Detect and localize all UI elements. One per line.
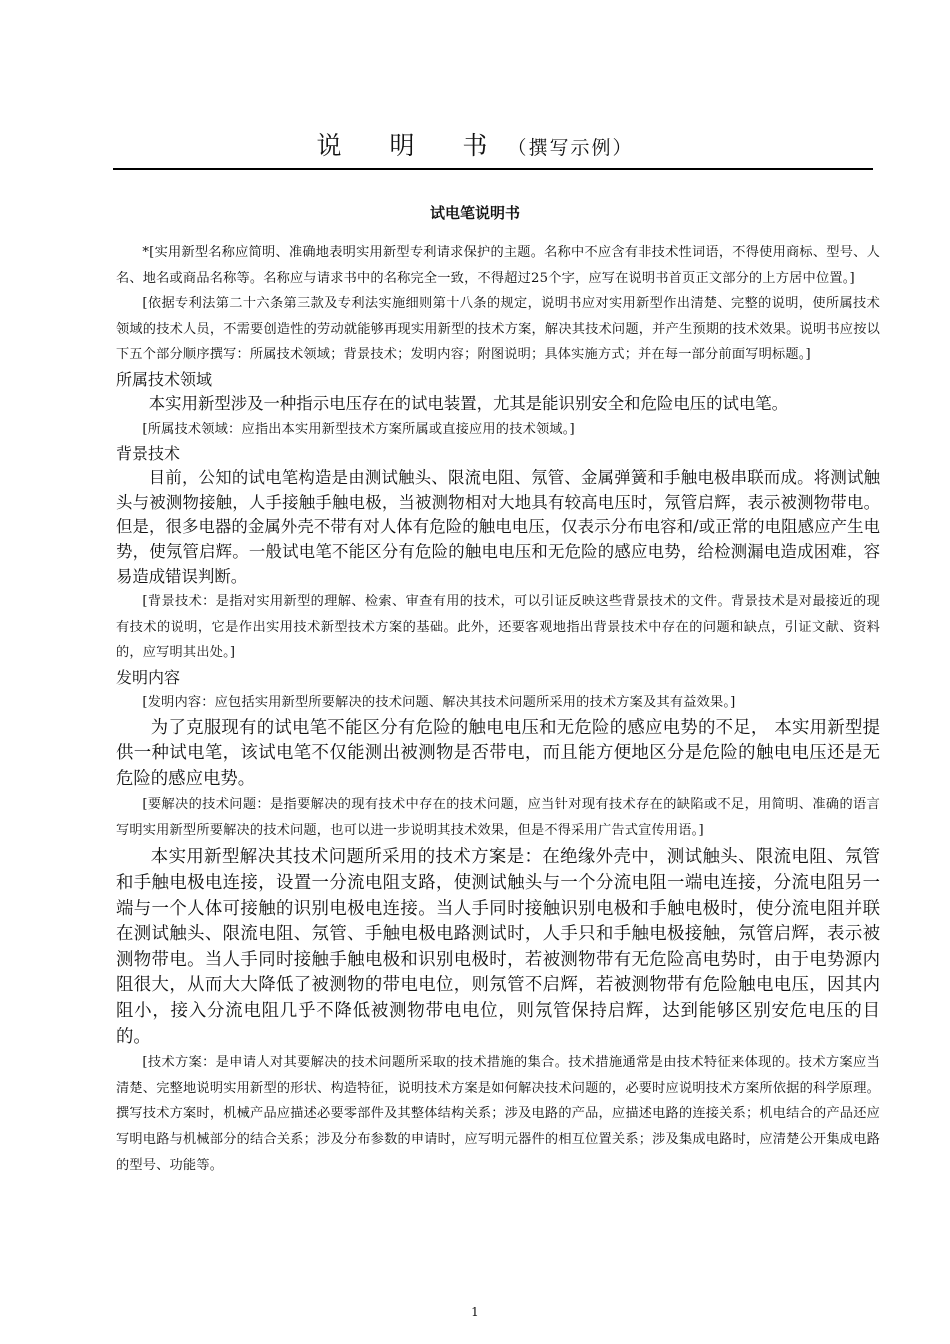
note-technical-field: [所属技术领域：应指出本实用新型技术方案所属或直接应用的技术领域。]: [142, 421, 575, 437]
title-main: 说 明 书: [316, 131, 508, 160]
document-title: 试电笔说明书: [429, 204, 520, 222]
para-problem: 为了克服现有的试电笔不能区分有危险的触电电压和无危险的感应电势的不足， 本实用新型提供一种试电笔，该试电笔不仅能测出被测物是否带电，而且能方便地区分是危险的触电电压还是无危险的感应电势。: [116, 717, 880, 789]
page-number: 1: [471, 1305, 479, 1319]
note-name: *[实用新型名称应简明、准确地表明实用新型专利请求保护的主题。名称中不应含有非技术性词语，不得使用商标、型号、人名、地名或商品名称等。名称应与请求书中的名称完全一致，不得超过25个字，应写在说明书首页正文部分的上方居中位置。]: [116, 245, 880, 286]
note-solution: [技术方案：是申请人对其要解决的技术问题所采取的技术措施的集合。技术措施通常是由技术特征来体现的。技术方案应当清楚、完整地说明实用新型的形状、构造特征，说明技术方案是如何解决技术问题的，必要时应说明技术方案所依据的科学原理。撰写技术方案时，机械产品应描述必要零部件及其整体结构关系；涉及电路的产品，应描述电路的连接关系；机电结合的产品还应写明电路与机械部分的结合关系；涉及分布参数的申请时，应写明元器件的相互位置关系；涉及集成电路时，应清楚公开集成电路的型号、功能等。: [116, 1055, 880, 1173]
note-invention: [发明内容：应包括实用新型所要解决的技术问题、解决其技术问题所采用的技术方案及其有益效果。]: [142, 694, 736, 710]
title-subtitle: （撰写示例）: [507, 137, 634, 159]
heading-invention: 发明内容: [116, 667, 181, 687]
note-problem: [要解决的技术问题：是指要解决的现有技术中存在的技术问题，应当针对现有技术存在的缺陷或不足，用简明、准确的语言写明实用新型所要解决的技术问题，也可以进一步说明其技术效果，但是不得采用广告式宣传用语。]: [116, 797, 880, 838]
document-body: [116, 240, 880, 1178]
heading-background: 背景技术: [116, 444, 181, 464]
heading-technical-field: 所属技术领域: [116, 369, 213, 389]
page-title: [0, 126, 950, 162]
note-basis: [依据专利法第二十六条第三款及专利法实施细则第十八条的规定，说明书应对实用新型作出清楚、完整的说明，使所属技术领域的技术人员，不需要创造性的劳动就能够再现实用新型的技术方案，解决其技术问题，并产生预期的技术效果。说明书应按以下五个部分顺序撰写：所属技术领域；背景技术；发明内容；附图说明；具体实施方式；并在每一部分前面写明标题。]: [116, 296, 880, 363]
title-divider: [113, 168, 873, 170]
para-background: 目前，公知的试电笔构造是由测试触头、限流电阻、氖管、金属弹簧和手触电极串联而成。将测试触头与被测物接触，人手接触手触电极，当被测物相对大地具有较高电压时，氖管启辉，表示被测物带电。但是，很多电器的金属外壳不带有对人体有危险的触电电压，仅表示分布电容和/或正常的电阻感应产生电势，使氖管启辉。一般试电笔不能区分有危险的触电电压和无危险的感应电势，给检测漏电造成困难，容易造成错误判断。: [116, 468, 880, 586]
para-technical-field: 本实用新型涉及一种指示电压存在的试电装置，尤其是能识别安全和危险电压的试电笔。: [148, 393, 789, 413]
note-background: [背景技术：是指对实用新型的理解、检索、审查有用的技术，可以引证反映这些背景技术的文件。背景技术是对最接近的现有技术的说明，它是作出实用技术新型技术方案的基础。此外，还要客观地指出背景技术中存在的问题和缺点，引证文献、资料的，应写明其出处。]: [116, 594, 880, 661]
para-solution: 本实用新型解决其技术问题所采用的技术方案是：在绝缘外壳中，测试触头、限流电阻、氖管和手触电极电连接，设置一分流电阻支路，使测试触头与一个分流电阻一端电连接，分流电阻另一端与一个人体可接触的识别电极电连接。当人手同时接触识别电极和手触电极时，使分流电阻并联在测试触头、限流电阻、氖管、手触电极电路测试时，人手只和手触电极接触，氖管启辉，表示被测物带电。当人手同时接触手触电极和识别电极时，若被测物带有无危险高电势时，由于电势源内阻很大，从而大大降低了被测物的带电电位，则氖管不启辉，若被测物带有危险触电电压，因其内阻小，接入分流电阻几乎不降低被测物带电电位，则氖管保持启辉，达到能够区别安危电压的目的。: [116, 847, 880, 1047]
